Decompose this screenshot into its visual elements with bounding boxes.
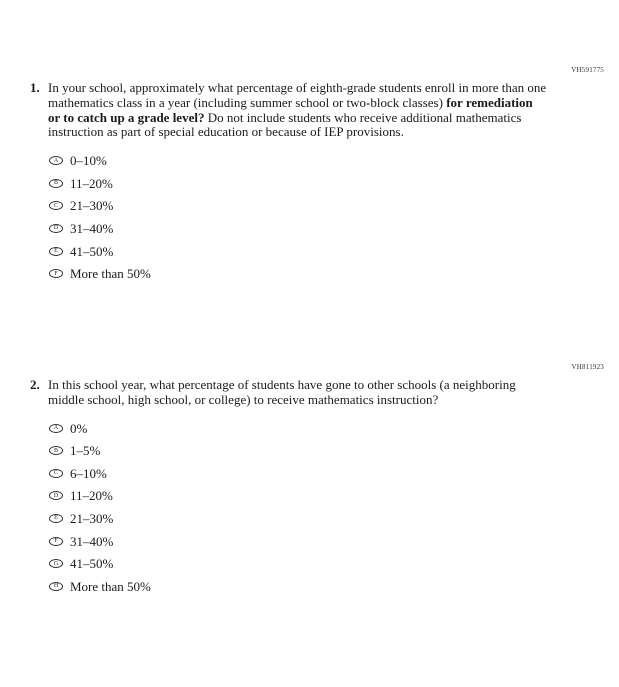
question-prompt: [48, 81, 548, 140]
prompt-text: Do not include students who receive additional mathematics instruction as part of special education or because of IEP provisions.: [48, 109, 522, 140]
option-row[interactable]: [49, 488, 548, 503]
option-row[interactable]: [49, 221, 548, 236]
answer-bubble-icon[interactable]: E: [49, 514, 63, 523]
question-block-2: [30, 378, 548, 601]
option-label: 0%: [70, 420, 88, 436]
options-list: [48, 153, 548, 281]
option-label: 41–50%: [70, 556, 114, 572]
option-row[interactable]: [49, 198, 548, 213]
option-label: More than 50%: [70, 266, 151, 282]
answer-bubble-icon[interactable]: C: [49, 201, 63, 210]
option-row[interactable]: [49, 534, 548, 549]
prompt-text: In this school year, what percentage of students have gone to other schools (a neighboring middle school, high school, or college) to receive mathematics instruction?: [48, 377, 516, 407]
options-list: [48, 421, 548, 594]
answer-bubble-icon[interactable]: G: [49, 559, 63, 568]
option-row[interactable]: [49, 421, 548, 436]
option-label: 0–10%: [70, 153, 107, 169]
option-row[interactable]: [49, 579, 548, 594]
option-label: 6–10%: [70, 465, 107, 481]
answer-bubble-icon[interactable]: D: [49, 491, 63, 500]
option-label: 31–40%: [70, 533, 114, 549]
answer-bubble-icon[interactable]: F: [49, 269, 63, 278]
answer-bubble-icon[interactable]: B: [49, 179, 63, 188]
answer-bubble-icon[interactable]: A: [49, 156, 63, 165]
question-body: [48, 378, 548, 601]
option-row[interactable]: [49, 153, 548, 168]
answer-bubble-icon[interactable]: F: [49, 537, 63, 546]
prompt-bold-text: for remediation or to catch up a grade level?: [48, 94, 533, 125]
answer-bubble-icon[interactable]: D: [49, 224, 63, 233]
answer-bubble-icon[interactable]: E: [49, 247, 63, 256]
prompt-text: In your school, approximately what percentage of eighth-grade students enroll in more than one mathematics class in a year (including summer school or two-block classes): [48, 80, 547, 110]
option-label: 21–30%: [70, 198, 114, 214]
option-label: More than 50%: [70, 578, 151, 594]
answer-bubble-icon[interactable]: C: [49, 469, 63, 478]
item-code: VH591775: [571, 66, 604, 74]
option-row[interactable]: [49, 244, 548, 259]
option-label: 21–30%: [70, 510, 114, 526]
option-row[interactable]: [49, 556, 548, 571]
question-prompt: [48, 378, 548, 408]
option-row[interactable]: [49, 511, 548, 526]
option-label: 1–5%: [70, 443, 101, 459]
answer-bubble-icon[interactable]: A: [49, 424, 63, 433]
option-label: 41–50%: [70, 243, 114, 259]
option-row[interactable]: [49, 266, 548, 281]
question-block-1: [30, 81, 548, 289]
option-row[interactable]: [49, 443, 548, 458]
item-code: VH811923: [571, 363, 604, 371]
option-label: 11–20%: [70, 488, 113, 504]
question-number: 1.: [30, 80, 40, 95]
option-label: 11–20%: [70, 175, 113, 191]
option-row[interactable]: [49, 466, 548, 481]
option-label: 31–40%: [70, 220, 114, 236]
answer-bubble-icon[interactable]: H: [49, 582, 63, 591]
option-row[interactable]: [49, 176, 548, 191]
answer-bubble-icon[interactable]: B: [49, 446, 63, 455]
question-number: 2.: [30, 377, 40, 392]
question-body: [48, 81, 548, 289]
